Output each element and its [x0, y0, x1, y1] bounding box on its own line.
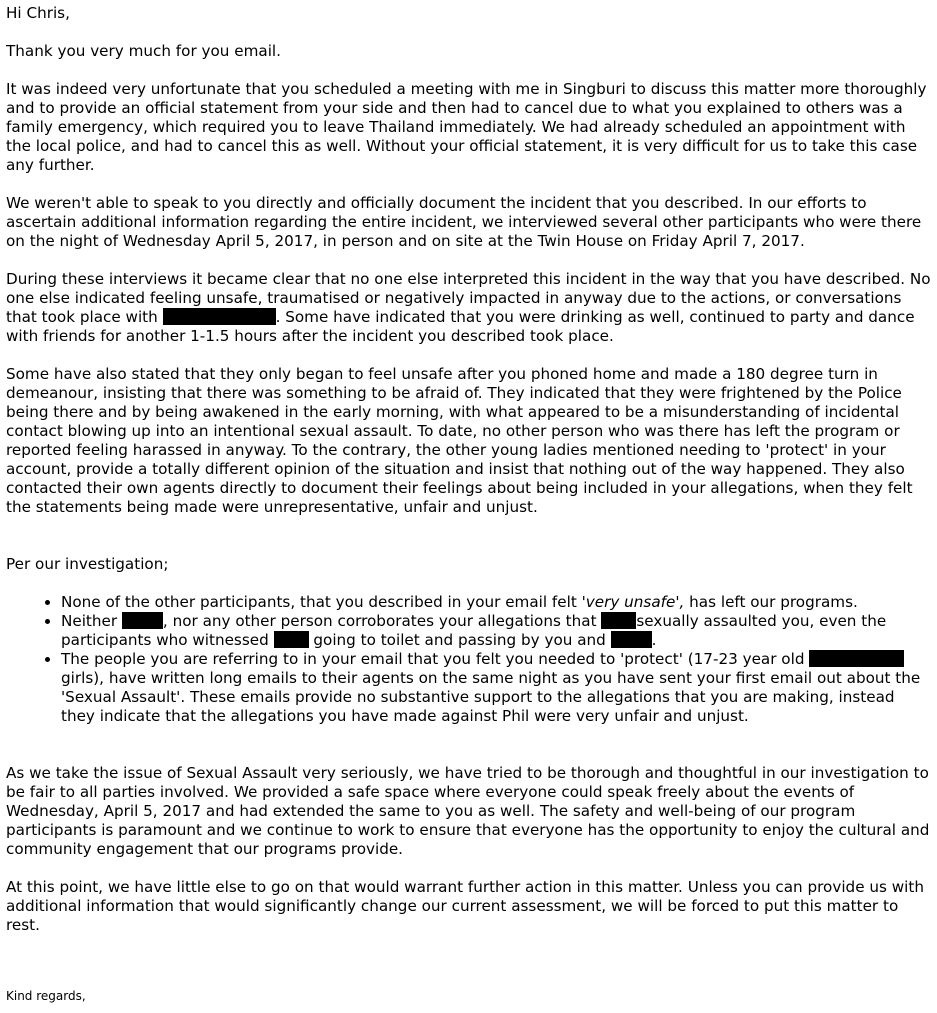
- finding-text: Neither: [61, 612, 122, 630]
- findings-list: [6, 593, 932, 726]
- paragraph-rest: At this point, we have little else to go on that would warrant further action in this matter. Unless you can provide us with additional information that would significantly change our current assessment, we will be forced to put this matter to rest.: [6, 878, 924, 934]
- email-body: [6, 4, 932, 954]
- finding-text: The people you are referring to in your email that you felt you needed to 'protect' (17-23 year old: [61, 650, 810, 668]
- paragraph-serious: As we take the issue of Sexual Assault very seriously, we have tried to be thorough and thoughtful in our investigation to be fair to all parties involved. We provided a safe space where everyone could speak freely about the events of Wednesday, April 5, 2017 and had extended the same to you as well. The safety and well-being of our program participants is paramount and we continue to work to ensure that everyone has the opportunity to enjoy the cultural and community engagement that our programs provide.: [6, 764, 930, 858]
- redaction-block: [601, 612, 636, 629]
- redaction-block: [163, 308, 276, 325]
- paragraph-during-text-2: . Some have indicated that you were drinking as well, continued to party and dance with friends for another 1-1.5 hours after the incident you described took place.: [6, 308, 915, 345]
- finding-item: [61, 593, 932, 612]
- investigation-intro: Per our investigation;: [6, 555, 169, 573]
- finding-text: girls), have written long emails to their agents on the same night as you have sent your first email out about the 'Sexual Assault'. These emails provide no substantive support to the allegations that you are making, instead they indicate that the allegations you have made against Phil were very unfair and unjust.: [61, 669, 921, 725]
- greeting: Hi Chris,: [6, 4, 70, 22]
- finding-text: sexually assaulted you, even the participants who witnessed: [61, 612, 887, 649]
- redaction-block: [122, 612, 163, 629]
- redaction-block: [611, 631, 652, 648]
- signoff: Kind regards,: [6, 989, 86, 1003]
- paragraph-interviews: We weren't able to speak to you directly and officially document the incident that you described. In our efforts to ascertain additional information regarding the entire incident, we interviewed several other participants who were there on the night of Wednesday April 5, 2017, in person and on site at the Twin House on Friday April 7, 2017.: [6, 194, 922, 250]
- redaction-block: [274, 631, 309, 648]
- thanks-line: Thank you very much for you email.: [6, 42, 281, 60]
- finding-item: [61, 612, 932, 650]
- paragraph-unsafe: Some have also stated that they only began to feel unsafe after you phoned home and made a 180 degree turn in demeanour, insisting that there was something to be afraid of. They indicated that they were frightened by the Police being there and by being awakened in the early morning, with what appeared to be a misunderstanding of incidental contact blowing up into an intentional sexual assault. To date, no other person who was there has left the program or reported feeling harassed in anyway. To the contrary, the other young ladies mentioned needing to 'protect' in your account, provide a totally different opinion of the situation and insist that nothing out of the way happened. They also contacted their own agents directly to document their feelings about being included in your allegations, when they felt the statements being made were unrepresentative, unfair and unjust.: [6, 365, 913, 516]
- finding-text: going to toilet and passing by you and: [308, 631, 611, 649]
- finding-emphasis: 'very unsafe',: [581, 593, 685, 611]
- finding-text: , nor any other person corroborates your allegations that: [162, 612, 602, 630]
- finding-text: .: [651, 631, 657, 649]
- redaction-block: [809, 650, 904, 667]
- finding-text: has left our programs.: [684, 593, 858, 611]
- paragraph-during-interviews: [6, 270, 932, 346]
- finding-text: None of the other participants, that you described in your email felt: [61, 593, 582, 611]
- paragraph-meeting: It was indeed very unfortunate that you scheduled a meeting with me in Singburi to discuss this matter more thoroughly and to provide an official statement from your side and then had to cancel due to what you explained to others was a family emergency, which required you to leave Thailand immediately. We had already scheduled an appointment with the local police, and had to cancel this as well. Without your official statement, it is very difficult for us to take this case any further.: [6, 80, 927, 174]
- paragraph-during-text-1: During these interviews it became clear that no one else interpreted this incident in the way that you have described. No one else indicated feeling unsafe, traumatised or negatively impacted in anyway due to the actions, or conversations that took place with: [6, 270, 931, 326]
- finding-item: [61, 650, 932, 726]
